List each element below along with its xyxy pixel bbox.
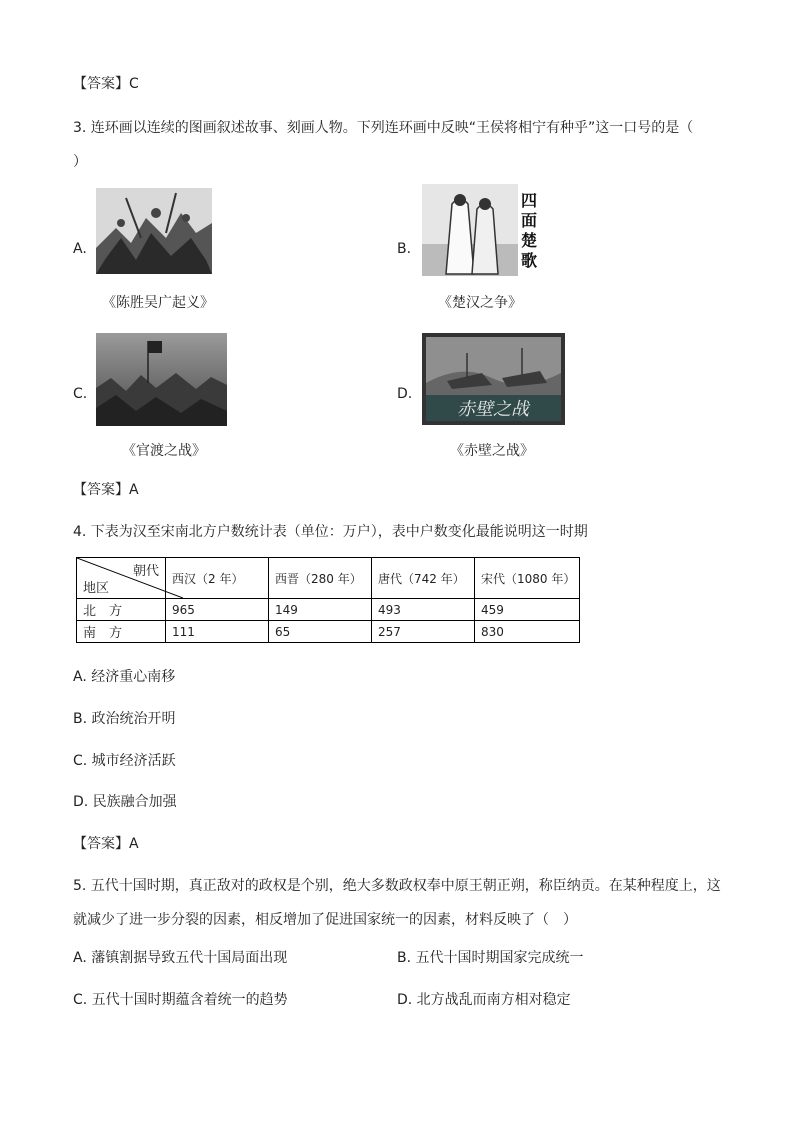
q3-option-b-letter: B. [397, 241, 412, 257]
corner-label-region: 地区 [83, 581, 110, 596]
table-row [77, 621, 580, 643]
q5-option-a: A. 藩镇割据导致五代十国局面出现 [73, 950, 288, 966]
q4-option-d: D. 民族融合加强 [73, 794, 177, 810]
answer-q3: 【答案】A [73, 482, 139, 498]
q5-option-c: C. 五代十国时期蕴含着统一的趋势 [73, 992, 288, 1008]
q5-option-b: B. 五代十国时期国家完成统一 [397, 950, 584, 966]
table-cell: 257 [372, 621, 475, 643]
column-header: 西汉（2 年） [166, 558, 269, 599]
table-corner-cell [77, 558, 166, 599]
column-header: 唐代（742 年） [372, 558, 475, 599]
table-header-row [77, 558, 580, 599]
q3-option-b-image-char-4: 歌 [520, 251, 538, 270]
table-cell: 111 [166, 621, 269, 643]
q3-option-b-image-char-3: 楚 [520, 231, 538, 250]
table-row [77, 599, 580, 621]
q4-stem: 4. 下表为汉至宋南北方户数统计表（单位：万户），表中户数变化最能说明这一时期 [73, 524, 588, 540]
table-cell: 830 [475, 621, 580, 643]
q3-option-d-image [422, 333, 565, 425]
q3-option-a-letter: A. [73, 241, 87, 257]
q3-option-c-caption: 《官渡之战》 [122, 443, 206, 459]
q3-option-a-image [96, 188, 212, 274]
q3-option-b-image-char-1: 四 [520, 191, 538, 210]
q3-stem-line1: 3. 连环画以连续的图画叙述故事、刻画人物。下列连环画中反映“王侯将相宁有种乎”这一口号的是（ [73, 120, 694, 136]
corner-label-dynasty: 朝代 [132, 564, 159, 579]
q3-option-d-image-title: 赤壁之战 [457, 399, 529, 420]
q3-option-b-image-char-2: 面 [520, 211, 538, 230]
q3-stem-line2: ） [73, 154, 87, 170]
table-cell: 493 [372, 599, 475, 621]
q3-option-b-image [422, 184, 540, 276]
column-header: 西晋（280 年） [269, 558, 372, 599]
q5-stem-line2: 就减少了进一步分裂的因素，相反增加了促进国家统一的因素，材料反映了（ ） [73, 912, 577, 928]
table-cell: 459 [475, 599, 580, 621]
table-cell: 149 [269, 599, 372, 621]
q3-option-d-caption: 《赤壁之战》 [450, 443, 534, 459]
answer-q2: 【答案】C [73, 76, 139, 92]
q4-option-c: C. 城市经济活跃 [73, 753, 176, 769]
table-cell: 965 [166, 599, 269, 621]
row-label: 南 方 [77, 621, 166, 643]
row-label: 北 方 [77, 599, 166, 621]
q3-option-a-caption: 《陈胜吴广起义》 [102, 295, 214, 311]
q3-option-c-image [96, 333, 227, 426]
q5-option-d: D. 北方战乱而南方相对稳定 [397, 992, 571, 1008]
household-statistics-table [76, 557, 580, 643]
q3-option-c-letter: C. [73, 386, 88, 402]
answer-q4: 【答案】A [73, 836, 139, 852]
q5-stem-line1: 5. 五代十国时期，真正敌对的政权是个别，绝大多数政权奉中原王朝正朔，称臣纳贡。在某种程度上，这 [73, 878, 721, 894]
table-cell: 65 [269, 621, 372, 643]
q4-option-a: A. 经济重心南移 [73, 669, 176, 685]
q3-option-d-letter: D. [397, 386, 413, 402]
q3-option-b-caption: 《楚汉之争》 [438, 295, 522, 311]
q4-option-b: B. 政治统治开明 [73, 711, 176, 727]
column-header: 宋代（1080 年） [475, 558, 580, 599]
